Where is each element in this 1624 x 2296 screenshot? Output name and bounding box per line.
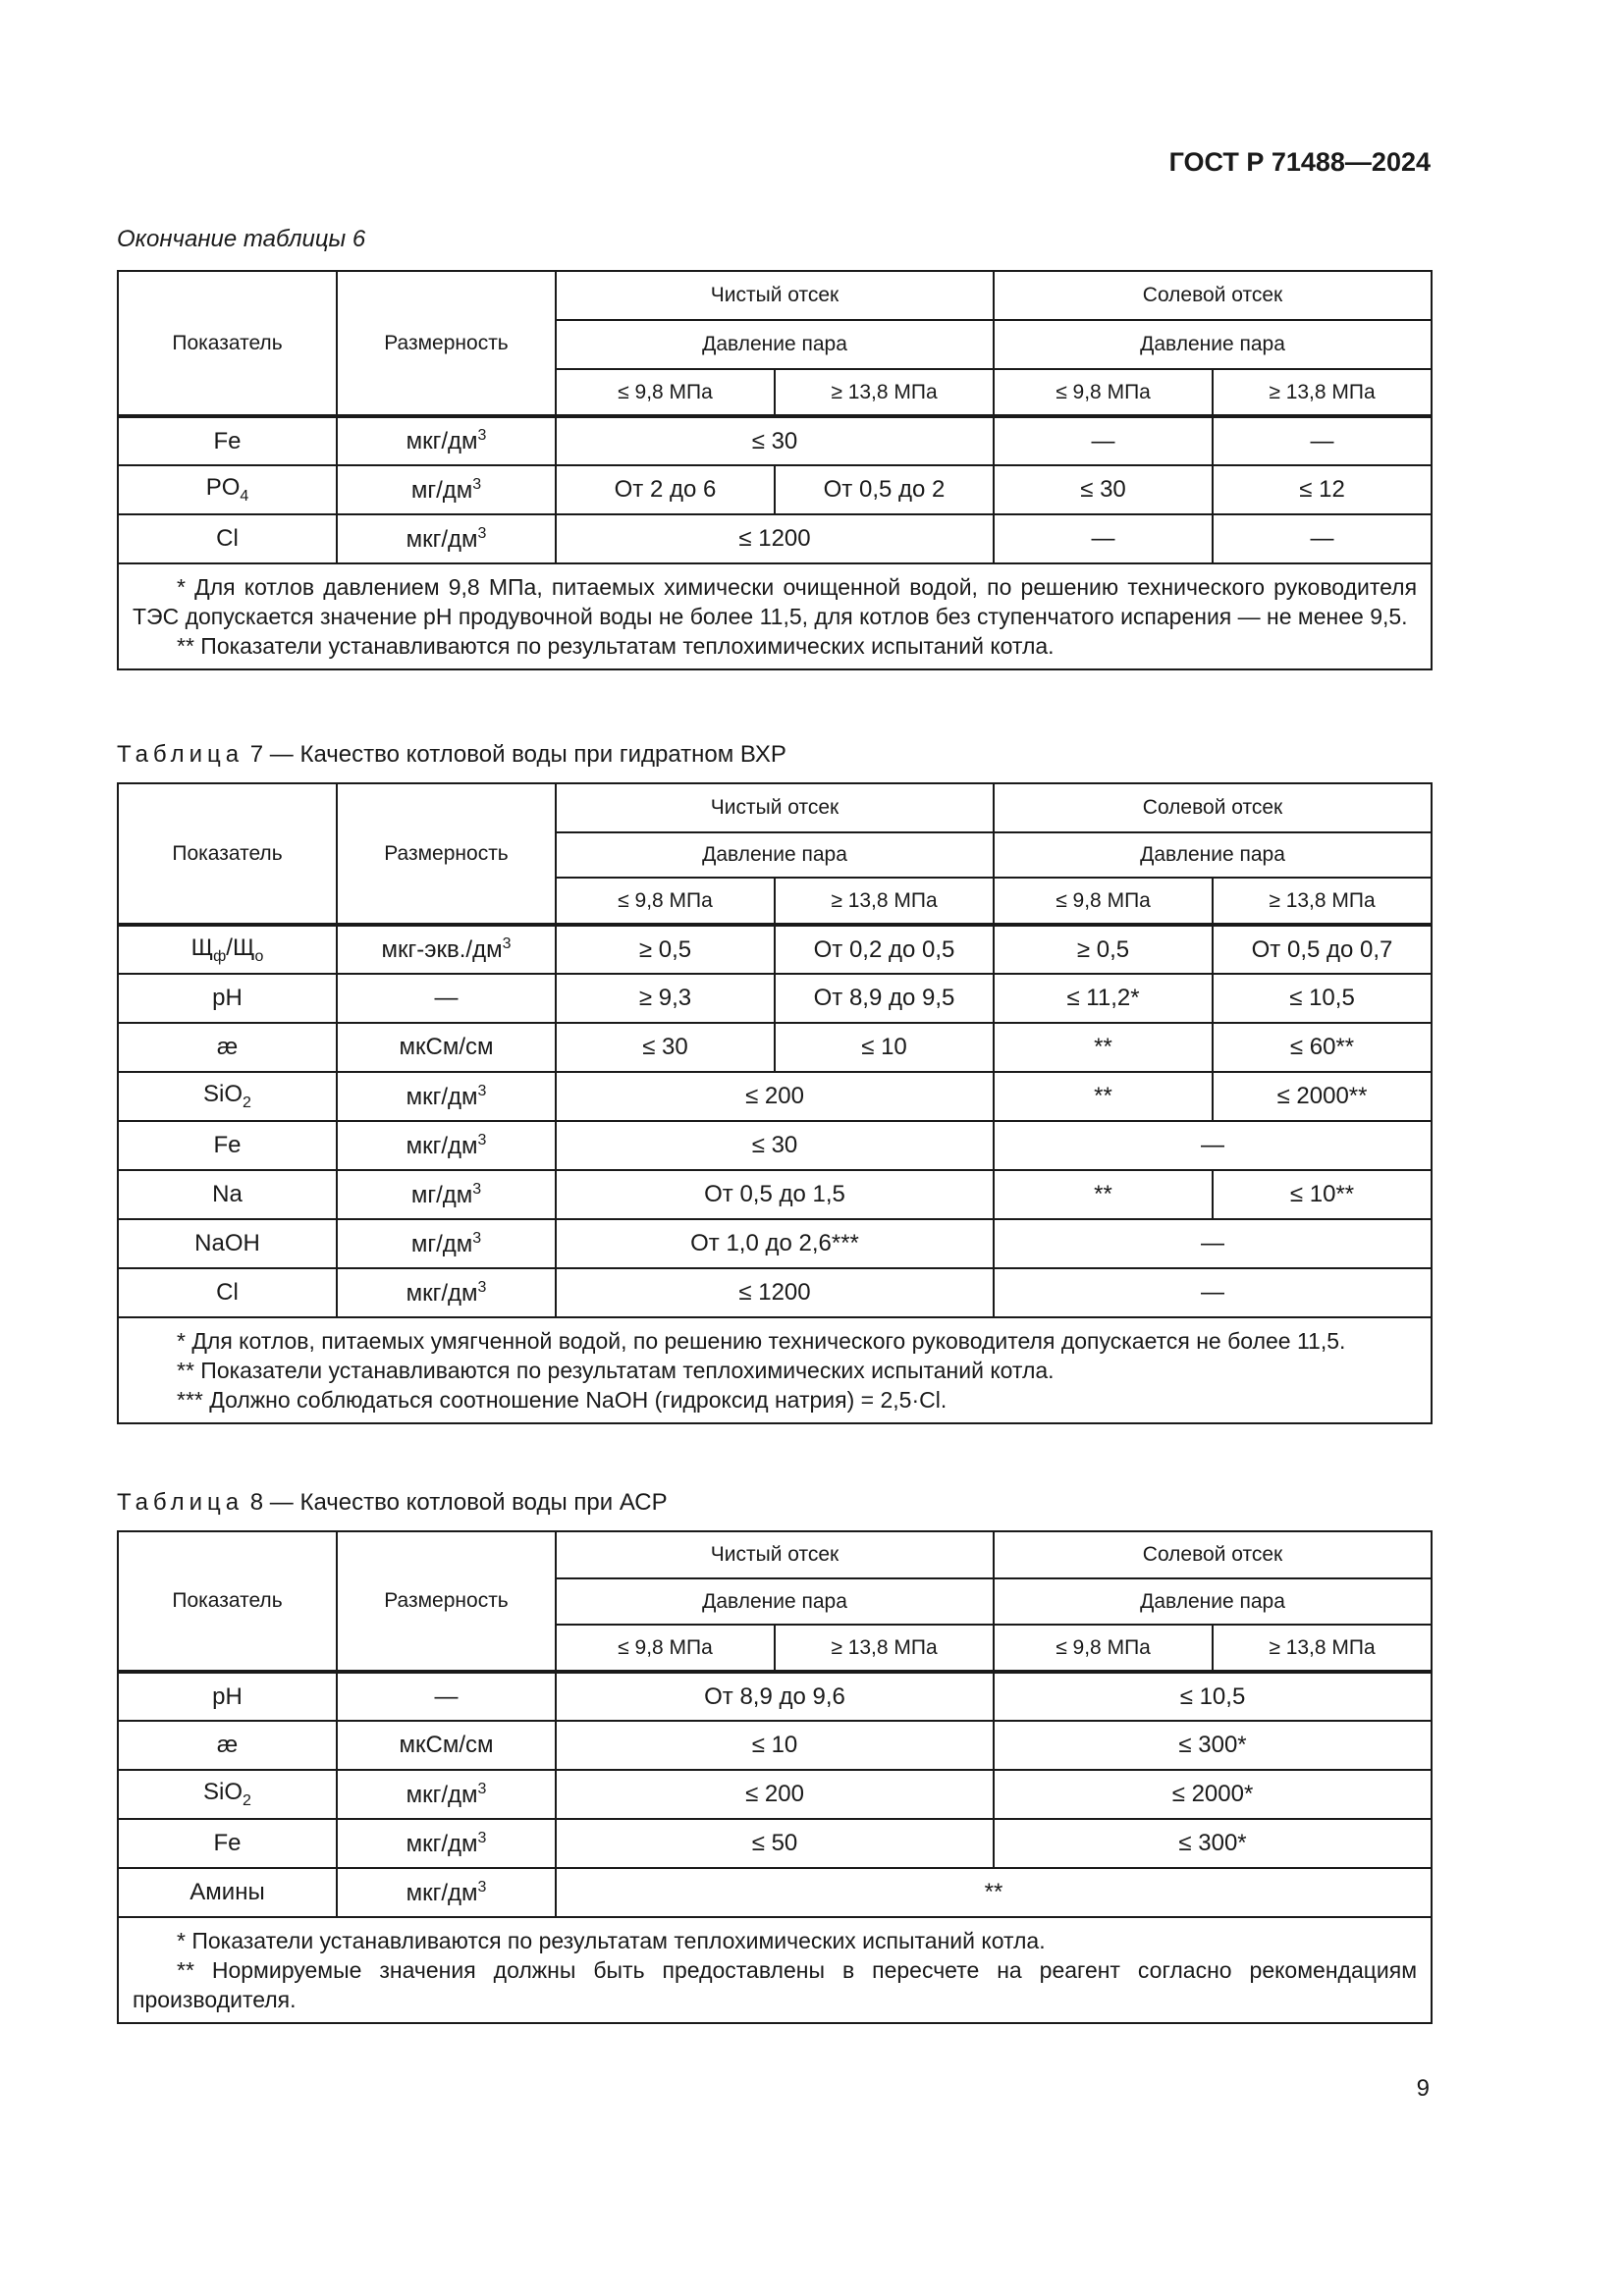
indicator-cell: æ [118, 1721, 337, 1770]
table-row [118, 1219, 1432, 1268]
value-cell: ≤ 200 [556, 1072, 994, 1121]
header-p-low: ≤ 9,8 МПа [994, 369, 1213, 416]
footnote: ** Показатели устанавливаются по результатам теплохимических испытаний котла. [177, 1358, 1055, 1383]
value-cell: ≤ 12 [1213, 465, 1432, 514]
table8-caption: Таблица 8 — Качество котловой воды при АСР [117, 1489, 668, 1516]
value-cell: ≤ 2000** [1213, 1072, 1432, 1121]
indicator-cell: Cl [118, 1268, 337, 1317]
value-cell: ≤ 10,5 [994, 1672, 1432, 1721]
value-cell: ≤ 300* [994, 1721, 1432, 1770]
value-cell: ≤ 1200 [556, 1268, 994, 1317]
table-row [118, 925, 1432, 974]
header-p-high: ≥ 13,8 МПа [1213, 878, 1432, 925]
header-pressure: Давление пара [556, 320, 994, 369]
unit-cell: — [337, 1672, 556, 1721]
header-clean: Чистый отсек [556, 271, 994, 320]
table-row [118, 1072, 1432, 1121]
value-cell: От 0,2 до 0,5 [775, 925, 994, 974]
indicator-cell: Fe [118, 1819, 337, 1868]
header-p-high: ≥ 13,8 МПа [1213, 1625, 1432, 1672]
table-notes [118, 1917, 1432, 2023]
value-cell: ** [994, 1072, 1213, 1121]
unit-cell: мкг/$дм^3$ [337, 514, 556, 563]
value-cell: ≤ 30 [556, 1023, 775, 1072]
table-row [118, 1770, 1432, 1819]
table-row [118, 514, 1432, 563]
value-cell: ≤ 10** [1213, 1170, 1432, 1219]
unit-cell: мкг/$дм^3$ [337, 1868, 556, 1917]
table-row [118, 1672, 1432, 1721]
table-row [118, 465, 1432, 514]
header-clean: Чистый отсек [556, 783, 994, 832]
value-cell: ≤ 30 [994, 465, 1213, 514]
value-cell: — [994, 1121, 1432, 1170]
unit-cell: мкг/$дм^3$ [337, 1770, 556, 1819]
unit-cell: мкг/$дм^3$ [337, 1121, 556, 1170]
indicator-cell: SiO$_2$ [118, 1770, 337, 1819]
footnote: * Для котлов давлением 9,8 МПа, питаемых химически очищенной водой, по решению технического руководителя ТЭС допускается значение pH продувочной воды не более 11,5, для котлов без ступенчатого испарения — не менее 9,5. [133, 574, 1418, 629]
indicator-cell: pH [118, 1672, 337, 1721]
value-cell: ≤ 2000* [994, 1770, 1432, 1819]
header-p-high: ≥ 13,8 МПа [775, 878, 994, 925]
table-row [118, 1868, 1432, 1917]
header-p-high: ≥ 13,8 МПа [775, 369, 994, 416]
value-cell: ≤ 300* [994, 1819, 1432, 1868]
table-notes [118, 563, 1432, 669]
unit-cell: — [337, 974, 556, 1023]
unit-cell: мкСм/см [337, 1721, 556, 1770]
value-cell: ≤ 10 [775, 1023, 994, 1072]
header-p-low: ≤ 9,8 МПа [994, 878, 1213, 925]
table-row [118, 1268, 1432, 1317]
header-p-low: ≤ 9,8 МПа [556, 878, 775, 925]
value-cell: ≤ 10 [556, 1721, 994, 1770]
indicator-cell: Cl [118, 514, 337, 563]
value-cell: — [1213, 416, 1432, 465]
footnote: ** Показатели устанавливаются по результатам теплохимических испытаний котла. [177, 633, 1055, 659]
header-pressure: Давление пара [556, 1578, 994, 1625]
table-row [118, 416, 1432, 465]
footnote: ** Нормируемые значения должны быть предоставлены в пересчете на реагент согласно рекомендациям производителя. [133, 1957, 1418, 2012]
header-p-low: ≤ 9,8 МПа [556, 369, 775, 416]
value-cell: ≤ 50 [556, 1819, 994, 1868]
value-cell: ≤ 200 [556, 1770, 994, 1819]
value-cell: ** [994, 1170, 1213, 1219]
unit-cell: $мг/дм^3$ [337, 1219, 556, 1268]
value-cell: — [994, 416, 1213, 465]
value-cell: От 1,0 до 2,6*** [556, 1219, 994, 1268]
table-row [118, 1023, 1432, 1072]
table-notes [118, 1317, 1432, 1423]
value-cell: От 0,5 до 2 [775, 465, 994, 514]
value-cell: ≤ 11,2* [994, 974, 1213, 1023]
header-p-low: ≤ 9,8 МПа [556, 1625, 775, 1672]
header-indicator: Показатель [118, 783, 337, 925]
indicator-cell: æ [118, 1023, 337, 1072]
header-indicator: Показатель [118, 1531, 337, 1672]
value-cell: ≥ 0,5 [994, 925, 1213, 974]
unit-cell: мкг-$экв./дм^3$ [337, 925, 556, 974]
header-pressure: Давление пара [556, 832, 994, 878]
table6 [117, 270, 1433, 670]
header-unit: Размерность [337, 783, 556, 925]
header-pressure: Давление пара [994, 832, 1432, 878]
indicator-cell: Амины [118, 1868, 337, 1917]
header-p-low: ≤ 9,8 МПа [994, 1625, 1213, 1672]
footnote: *** Должно соблюдаться соотношение NaOH (гидроксид натрия) = 2,5·Cl. [177, 1387, 947, 1413]
value-cell: От 8,9 до 9,5 [775, 974, 994, 1023]
header-indicator: Показатель [118, 271, 337, 416]
indicator-cell: Na [118, 1170, 337, 1219]
table8 [117, 1530, 1433, 2024]
unit-cell: $мг/дм^3$ [337, 465, 556, 514]
value-cell: — [994, 514, 1213, 563]
indicator-cell: Fe [118, 416, 337, 465]
header-clean: Чистый отсек [556, 1531, 994, 1578]
table-row [118, 1170, 1432, 1219]
header-pressure: Давление пара [994, 1578, 1432, 1625]
footnote: * Для котлов, питаемых умягченной водой, по решению технического руководителя допускается не более 11,5. [177, 1328, 1346, 1354]
page-number: 9 [1416, 2075, 1430, 2102]
table-row [118, 1819, 1432, 1868]
indicator-cell: Fe [118, 1121, 337, 1170]
document-code: ГОСТ Р 71488—2024 [1168, 147, 1431, 177]
table-row [118, 974, 1432, 1023]
indicator-cell: $Щ_ф/Щ_о$ [118, 925, 337, 974]
value-cell: От 0,5 до 1,5 [556, 1170, 994, 1219]
table6-caption: Окончание таблицы 6 [117, 226, 366, 252]
unit-cell: мкг/$дм^3$ [337, 1072, 556, 1121]
header-pressure: Давление пара [994, 320, 1432, 369]
header-p-high: ≥ 13,8 МПа [1213, 369, 1432, 416]
indicator-cell: NaOH [118, 1219, 337, 1268]
footnote: * Показатели устанавливаются по результатам теплохимических испытаний котла. [177, 1928, 1046, 1953]
header-p-high: ≥ 13,8 МПа [775, 1625, 994, 1672]
value-cell: ** [994, 1023, 1213, 1072]
table7 [117, 782, 1433, 1424]
unit-cell: мкг/$дм^3$ [337, 416, 556, 465]
unit-cell: $мг/дм^3$ [337, 1170, 556, 1219]
value-cell: ≤ 30 [556, 1121, 994, 1170]
header-salt: Солевой отсек [994, 1531, 1432, 1578]
value-cell: ≥ 9,3 [556, 974, 775, 1023]
indicator-cell: pH [118, 974, 337, 1023]
value-cell: От 2 до 6 [556, 465, 775, 514]
value-cell: ≤ 1200 [556, 514, 994, 563]
header-salt: Солевой отсек [994, 783, 1432, 832]
indicator-cell: $PO_4$ [118, 465, 337, 514]
value-cell: От 8,9 до 9,6 [556, 1672, 994, 1721]
value-cell: ≤ 30 [556, 416, 994, 465]
unit-cell: мкг/$дм^3$ [337, 1819, 556, 1868]
header-unit: Размерность [337, 1531, 556, 1672]
value-cell: — [994, 1268, 1432, 1317]
value-cell: ** [556, 1868, 1432, 1917]
value-cell: ≤ 60** [1213, 1023, 1432, 1072]
table-row [118, 1121, 1432, 1170]
value-cell: ≤ 10,5 [1213, 974, 1432, 1023]
unit-cell: мкг/$дм^3$ [337, 1268, 556, 1317]
header-salt: Солевой отсек [994, 271, 1432, 320]
value-cell: — [994, 1219, 1432, 1268]
unit-cell: мкСм/см [337, 1023, 556, 1072]
value-cell: — [1213, 514, 1432, 563]
table7-caption: Таблица 7 — Качество котловой воды при гидратном ВХР [117, 741, 786, 768]
value-cell: ≥ 0,5 [556, 925, 775, 974]
table-row [118, 1721, 1432, 1770]
indicator-cell: SiO$_2$ [118, 1072, 337, 1121]
value-cell: От 0,5 до 0,7 [1213, 925, 1432, 974]
header-unit: Размерность [337, 271, 556, 416]
